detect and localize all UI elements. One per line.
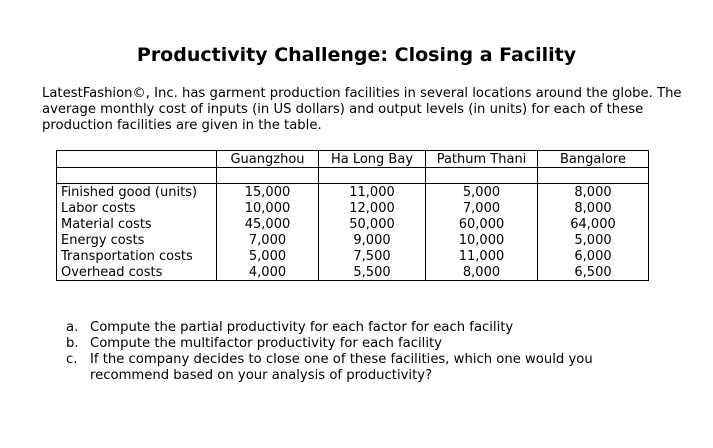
page-title: Productivity Challenge: Closing a Facility — [136, 44, 577, 66]
table-cell: 5,000 — [426, 184, 538, 201]
table-cell: 10,000 — [217, 200, 319, 216]
table-cell: 11,000 — [426, 248, 538, 264]
table-cell: 5,500 — [319, 264, 426, 281]
table-cell: 9,000 — [319, 232, 426, 248]
column-header-ha-long-bay: Ha Long Bay — [319, 151, 426, 168]
table-cell: 6,500 — [538, 264, 649, 281]
table-cell: 7,000 — [217, 232, 319, 248]
table-spacer-row — [57, 168, 649, 184]
table-cell: 4,000 — [217, 264, 319, 281]
intro-paragraph: LatestFashion©, Inc. has garment production facilities in several locations around the globe. The average monthly cost of inputs (in US dollars) and output levels (in units) for each of these production facilities are given in the table. — [42, 86, 682, 133]
table-cell: 5,000 — [217, 248, 319, 264]
table-cell: 7,500 — [319, 248, 426, 264]
question-marker: a. — [66, 320, 79, 335]
table-row-material-costs — [57, 216, 649, 232]
question-marker: c. — [66, 352, 78, 367]
table-cell: 6,000 — [538, 248, 649, 264]
row-label: Finished good (units) — [57, 184, 217, 201]
question-text: Compute the multifactor productivity for each facility — [90, 336, 442, 351]
question-item-b — [66, 336, 666, 352]
table-row-transportation-costs — [57, 248, 649, 264]
table-header-row — [57, 151, 649, 168]
spacer-cell — [426, 168, 538, 184]
table-cell: 10,000 — [426, 232, 538, 248]
question-list — [66, 320, 666, 384]
column-header-guangzhou: Guangzhou — [217, 151, 319, 168]
row-label: Transportation costs — [57, 248, 217, 264]
table-cell: 5,000 — [538, 232, 649, 248]
table-row-labor-costs — [57, 200, 649, 216]
table-cell: 15,000 — [217, 184, 319, 201]
table-row-overhead-costs — [57, 264, 649, 281]
header-blank-cell — [57, 151, 217, 168]
question-item-a — [66, 320, 666, 336]
question-text: If the company decides to close one of these facilities, which one would you recommend based on your analysis of productivity? — [90, 352, 593, 383]
column-header-pathum-thani: Pathum Thani — [426, 151, 538, 168]
column-header-bangalore: Bangalore — [538, 151, 649, 168]
table-cell: 60,000 — [426, 216, 538, 232]
spacer-cell — [217, 168, 319, 184]
row-label: Overhead costs — [57, 264, 217, 281]
table-cell: 11,000 — [319, 184, 426, 201]
table-row-finished-good — [57, 184, 649, 201]
spacer-cell — [538, 168, 649, 184]
table-cell: 7,000 — [426, 200, 538, 216]
table-cell: 8,000 — [538, 184, 649, 201]
table-cell: 64,000 — [538, 216, 649, 232]
cost-output-table — [56, 150, 649, 281]
row-label: Energy costs — [57, 232, 217, 248]
table-row-energy-costs — [57, 232, 649, 248]
table-cell: 8,000 — [538, 200, 649, 216]
row-label: Material costs — [57, 216, 217, 232]
table-cell: 50,000 — [319, 216, 426, 232]
question-text: Compute the partial productivity for each factor for each facility — [90, 320, 514, 335]
row-label: Labor costs — [57, 200, 217, 216]
table-cell: 12,000 — [319, 200, 426, 216]
spacer-cell — [57, 168, 217, 184]
table-cell: 8,000 — [426, 264, 538, 281]
spacer-cell — [319, 168, 426, 184]
question-marker: b. — [66, 336, 79, 351]
question-item-c — [66, 352, 666, 384]
table-cell: 45,000 — [217, 216, 319, 232]
